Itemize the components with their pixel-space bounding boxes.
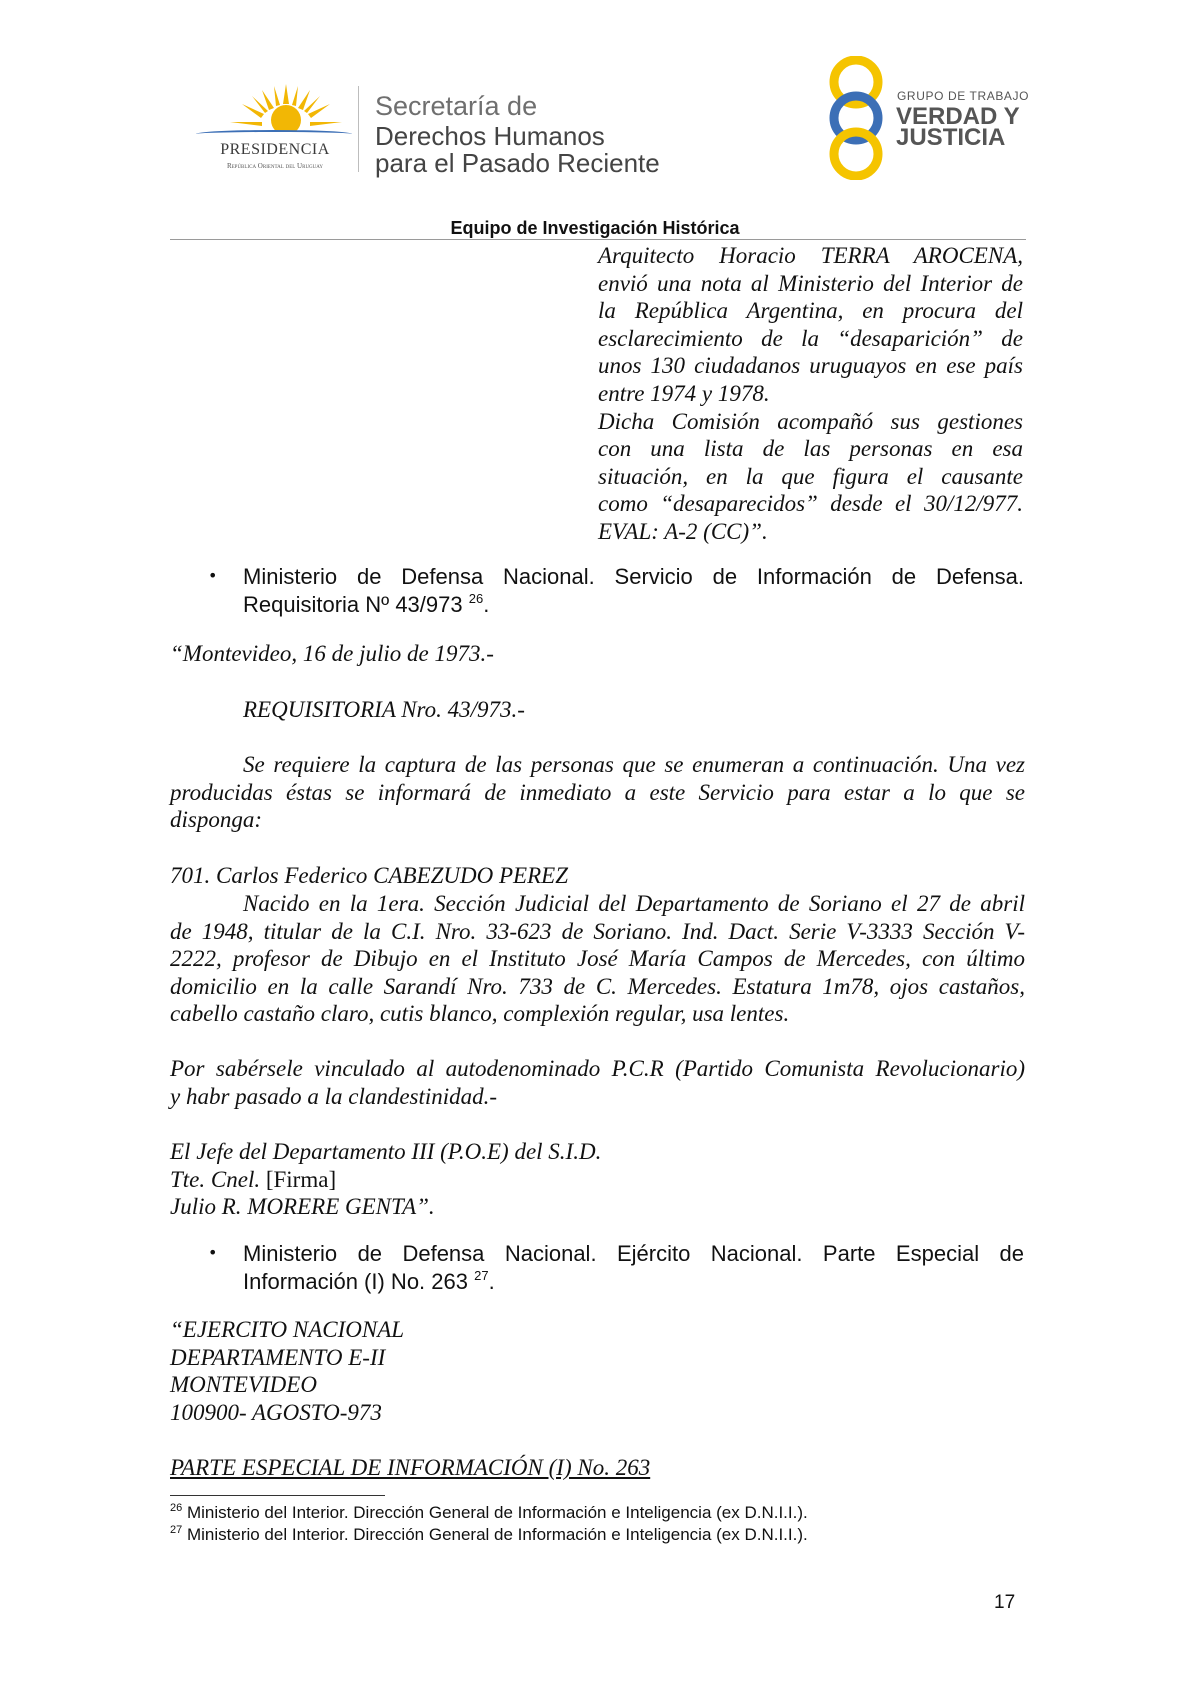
quote-line: Dicha Comisión acompañó sus gestiones <box>598 408 1023 434</box>
footnote-separator <box>170 1495 385 1496</box>
bullet-item-2 <box>243 1240 1024 1296</box>
doc1-reason <box>170 1055 1025 1110</box>
bullet-dot: • <box>208 1243 218 1262</box>
doc1-reason-line2: y habr pasado a la clandestinidad.- <box>170 1083 498 1109</box>
secretaria-line1: Secretaría de <box>375 91 538 121</box>
footnote-number: 26 <box>170 1502 183 1514</box>
quote-block <box>598 242 1023 546</box>
quote-line: con una lista de las personas en esa <box>598 436 1023 462</box>
quote-line: envió una nota al Ministerio del Interior de <box>598 270 1023 296</box>
doc1-reference: REQUISITORIA Nro. 43/973.- <box>243 697 525 722</box>
doc2-line: 100900- AGOSTO-973 <box>170 1399 382 1425</box>
quote-line: esclarecimiento de la “desaparición” de <box>598 325 1023 351</box>
doc1-description <box>170 890 1025 1028</box>
doc1-para-line2: producidas éstas se informará de inmediato a este Servicio para estar a lo que se <box>170 779 1025 805</box>
team-title: Equipo de Investigación Histórica <box>450 218 740 238</box>
doc1-person-name: 701. Carlos Federico CABEZUDO PEREZ <box>170 863 568 888</box>
grupo-line2: VERDAD Y <box>896 103 1020 130</box>
doc1-desc-line: cabello castaño claro, cutis blanco, complexión regular, usa lentes. <box>170 1001 790 1027</box>
bullet-1-line2 <box>243 591 1024 619</box>
bullet-1-line1: Ministerio de Defensa Nacional. Servicio de Información de Defensa. <box>243 564 1024 589</box>
doc1-sign-line2 <box>170 1166 601 1194</box>
footnotes <box>170 1502 808 1546</box>
quote-line: EVAL: A-2 (CC)”. <box>598 518 768 544</box>
doc1-desc-line: de 1948, titular de la C.I. Nro. 33-623 de Soriano. Ind. Dact. Serie V-3333 Sección V- <box>170 918 1025 944</box>
bullet-1-text: Requisitoria Nº 43/973 <box>243 592 463 617</box>
header-rule <box>170 239 1026 240</box>
bullet-item-1 <box>243 563 1024 619</box>
grupo-line1: GRUPO DE TRABAJO <box>897 89 1030 103</box>
doc1-sign-line1: El Jefe del Departamento III (P.O.E) del S.I.D. <box>170 1139 602 1164</box>
footnote-26 <box>170 1502 808 1524</box>
doc2-title: PARTE ESPECIAL DE INFORMACIÓN (I) No. 263 <box>170 1455 651 1480</box>
doc1-para-line3: disponga: <box>170 807 262 833</box>
doc2-line: “EJERCITO NACIONAL <box>170 1317 405 1342</box>
footnote-ref-27[interactable]: 27 <box>474 1268 489 1283</box>
quote-line: entre 1974 y 1978. <box>598 380 770 406</box>
doc1-sign-line3: Julio R. MORERE GENTA”. <box>170 1194 435 1220</box>
doc2-heading-block <box>170 1316 404 1426</box>
footnote-27 <box>170 1524 808 1546</box>
quote-line: unos 130 ciudadanos uruguayos en ese país <box>598 353 1023 379</box>
bullet-dot: • <box>208 566 218 585</box>
footnote-ref-26[interactable]: 26 <box>468 591 484 606</box>
grupo-line3: JUSTICIA <box>896 124 1006 151</box>
doc2-line: MONTEVIDEO <box>170 1372 317 1398</box>
secretaria-line3: para el Pasado Reciente <box>375 148 660 178</box>
quote-line: Arquitecto Horacio TERRA AROCENA, <box>598 243 1023 268</box>
footnote-number: 27 <box>170 1524 183 1536</box>
page-number: 17 <box>994 1592 1016 1613</box>
bullet-2-line1: Ministerio de Defensa Nacional. Ejército Nacional. Parte Especial de <box>243 1241 1024 1266</box>
quote-line: como “desaparecidos” desde el 30/12/977. <box>598 491 1023 517</box>
doc1-sign-rank: Tte. Cnel. <box>170 1166 266 1192</box>
header-divider <box>358 86 359 172</box>
footnote-text: Ministerio del Interior. Dirección General de Información e Inteligencia (ex D.N.I.I.). <box>182 1525 808 1544</box>
doc1-date: “Montevideo, 16 de julio de 1973.- <box>170 641 494 666</box>
doc1-desc-line: domicilio en la calle Sarandí Nro. 733 de C. Mercedes. Estatura 1m78, ojos castaños, <box>170 973 1025 999</box>
doc1-para-line1: Se requiere la captura de las personas que se enumeran a continuación. Una vez <box>243 752 1025 777</box>
doc1-signature <box>170 1138 601 1221</box>
doc1-sign-firma: [Firma] <box>265 1166 337 1192</box>
doc1-paragraph <box>170 751 1025 834</box>
quote-line: la República Argentina, en procura del <box>598 298 1023 324</box>
secretaria-line2: Derechos Humanos <box>375 121 605 151</box>
doc1-desc-line: 2222, profesor de Dibujo en el Instituto José María Campos de Mercedes, con último <box>170 946 1025 972</box>
presidencia-label: PRESIDENCIA <box>220 141 330 158</box>
bullet-2-line2 <box>243 1268 1024 1296</box>
presidencia-sublabel: República Oriental del Uruguay <box>226 162 324 170</box>
presidencia-swoosh <box>196 130 352 138</box>
doc1-reason-line1: Por sabérsele vinculado al autodenominado P.C.R (Partido Comunista Revolucionario) <box>170 1056 1025 1081</box>
bullet-2-period: . <box>488 1269 495 1294</box>
verdad-justicia-rings-logo <box>820 56 892 180</box>
bullet-1-period: . <box>483 592 490 617</box>
footnote-text: Ministerio del Interior. Dirección General de Información e Inteligencia (ex D.N.I.I.). <box>182 1503 808 1522</box>
doc1-desc-line: Nacido en la 1era. Sección Judicial del Departamento de Soriano el 27 de abril <box>243 891 1025 916</box>
doc2-line: DEPARTAMENTO E-II <box>170 1344 386 1370</box>
quote-line: situación, en la que figura el causante <box>598 463 1023 489</box>
bullet-2-text: Información (I) No. 263 <box>243 1269 468 1294</box>
